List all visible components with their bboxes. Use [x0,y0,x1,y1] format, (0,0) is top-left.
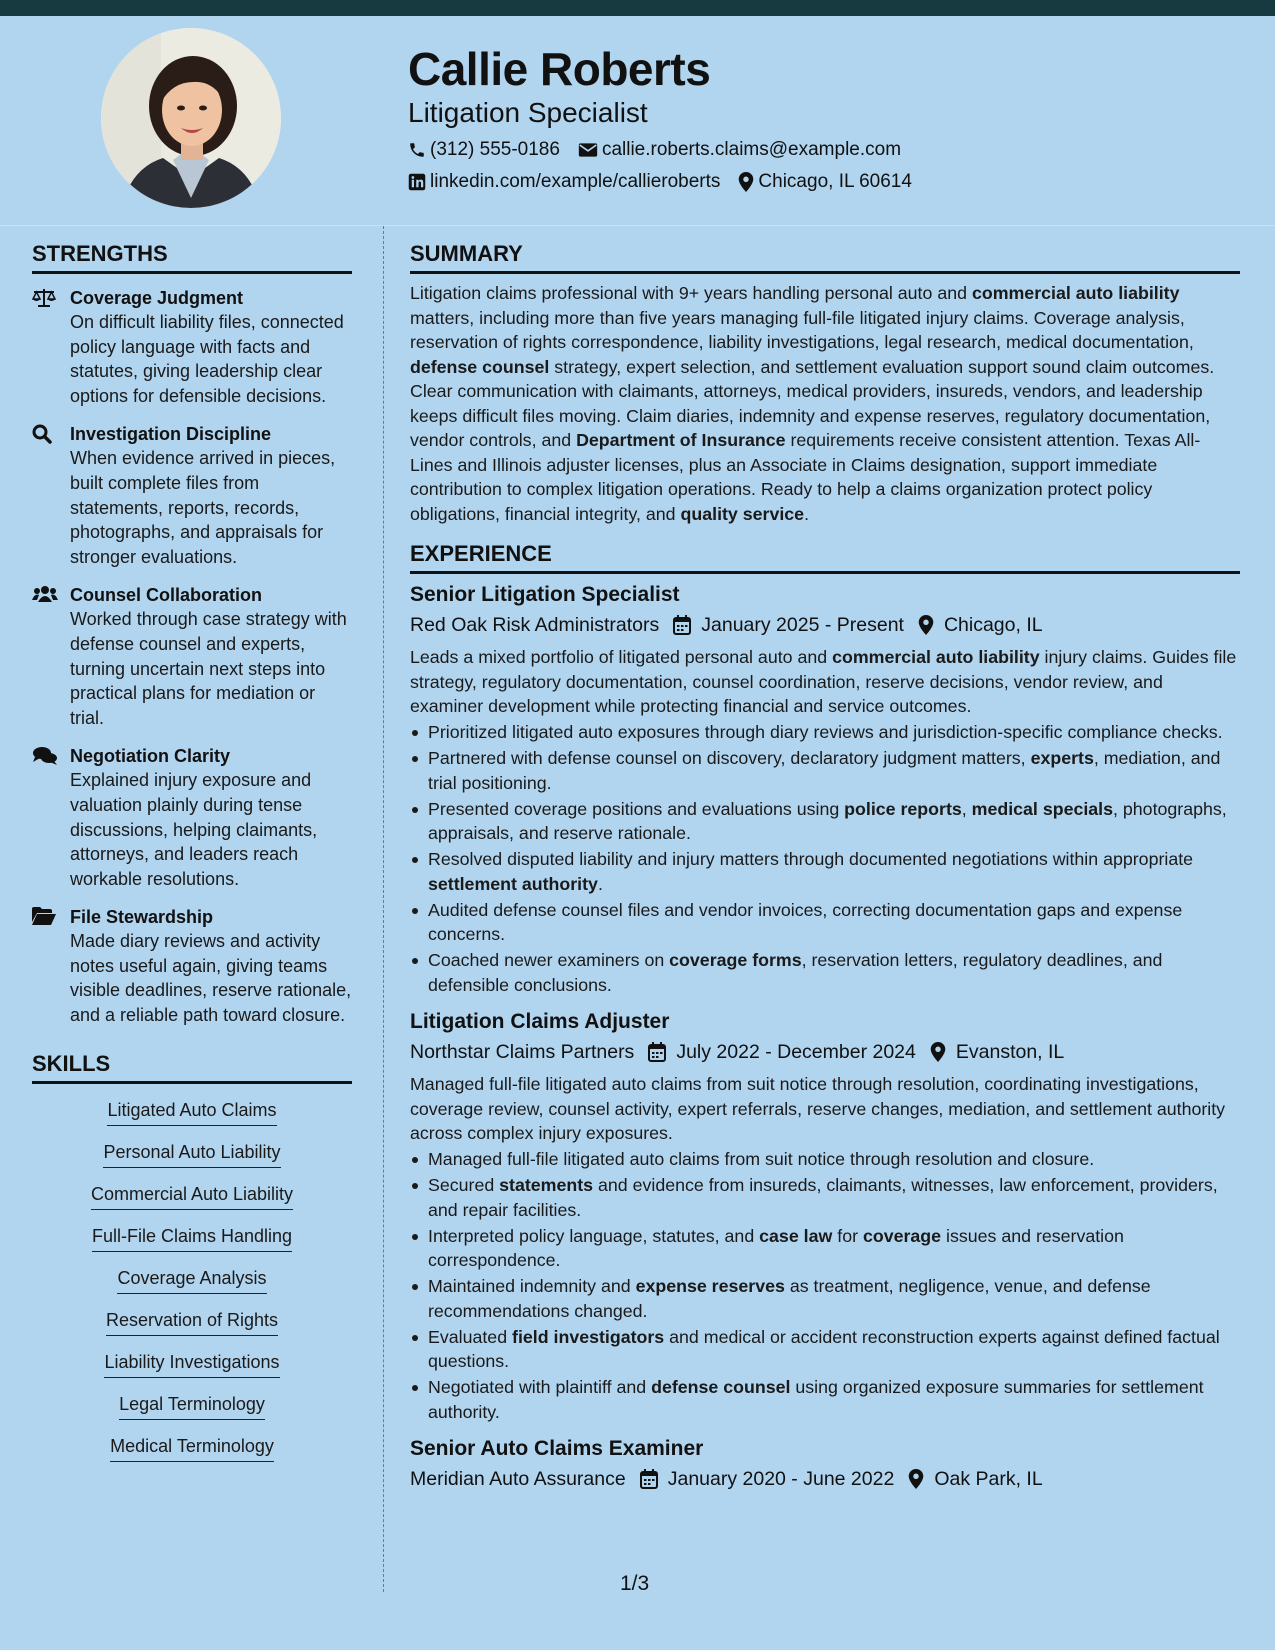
contact-row-1 [408,138,1248,162]
bullet-item [410,948,1240,997]
text-run: Negotiated with plaintiff and [428,1377,652,1397]
bold-text: settlement authority [428,873,598,894]
profile-photo [101,28,281,208]
bullet-item [410,1224,1240,1273]
skill-label: Coverage Analysis [117,1266,266,1294]
text-run: Litigation claims professional with 9+ years handling personal auto and [410,283,972,303]
bullet-item [410,1173,1240,1222]
strength-item [32,905,352,1027]
job-description [410,1072,1240,1146]
skill-item [32,1434,352,1462]
envelope-icon [578,142,598,158]
email-link[interactable]: callie.roberts.claims@example.com [601,139,902,160]
left-column [32,240,352,1476]
bold-text: quality service [680,503,805,524]
bullet-item [410,1325,1240,1374]
skill-label: Full-File Claims Handling [92,1224,292,1252]
job-entry [410,1007,1240,1424]
skill-item [32,1392,352,1420]
text-run: Presented coverage positions and evaluations using [428,798,845,819]
bullet-item [410,797,1240,846]
folder-open-icon [32,907,56,925]
job-meta [410,610,1240,640]
text-run: Evaluated [428,1326,513,1347]
email-item [578,138,901,162]
text-run: strategy, expert selection, and settlement evaluation support sound claim outcomes. Clear communication with claimants, attorneys, medical providers, insureds, vendors, and leadership keeps difficult files moving. Claim diaries, indemnity and expense reserves, regulatory documentation, vendor controls, and [410,356,1215,450]
bold-text: defense counsel [410,356,550,377]
calendar-icon [648,1042,666,1062]
location-pin-icon [908,1469,924,1489]
text-run: Interpreted policy language, statutes, and [428,1225,760,1246]
skill-label: Medical Terminology [110,1434,274,1462]
column-divider [383,226,384,1592]
text-run: using organized exposure summaries for settlement authority. [428,1377,1204,1422]
bold-text: case law [759,1225,833,1246]
text-run: Managed full-file litigated auto claims from suit notice through resolution, coordinating investigations, coverage review, counsel activity, expert referrals, reserve changes, mediation, and settlement authority across complex injury exposures. [410,1074,1226,1143]
strength-text: When evidence arrived in pieces, built complete files from statements, reports, records, photographs, and appraisals for stronger evaluations. [70,448,336,567]
users-icon [32,585,58,603]
job-location: Chicago, IL [943,614,1043,636]
text-run: , photographs, appraisals, and reserve rationale. [428,798,1227,843]
job-meta [410,1464,1240,1494]
linkedin-icon [408,173,426,191]
job-title: Senior Litigation Specialist [410,583,680,606]
header [408,40,1248,194]
location-pin-icon [918,615,934,635]
text-run: Partnered with defense counsel on discovery, declaratory judgment matters, [428,748,1031,768]
text-run: Maintained indemnity and [428,1276,636,1296]
text-run: , [961,798,972,819]
strength-text: On difficult liability files, connected policy language with facts and statutes, giving leadership clear options for defensible decisions. [70,312,344,406]
skill-label: Reservation of Rights [106,1308,278,1336]
job-company: Meridian Auto Assurance [410,1468,626,1490]
location-text: Chicago, IL 60614 [758,171,912,192]
job-description [410,645,1240,719]
skills-heading: SKILLS [32,1050,352,1084]
job-meta [410,1037,1240,1067]
strength-item [32,286,352,408]
strength-text: Worked through case strategy with defense counsel and experts, turning uncertain next steps into practical plans for mediation or trial. [70,609,347,728]
text-run: Leads a mixed portfolio of litigated personal auto and [410,647,833,667]
candidate-name: Callie Roberts [408,43,711,95]
top-bar [0,0,1275,16]
candidate-title: Litigation Specialist [408,97,648,128]
text-run: requirements receive consistent attention. Texas All-Lines and Illinois adjuster licenses, plus an Associate in Claims designation, support immediate contribution to complex litigation operations. Ready to help a claims organization protect policy obligations, financial integrity, and [410,430,1201,524]
strength-text: Explained injury exposure and valuation plainly during tense discussions, helping claimants, attorneys, and leaders reach workable resolutions. [70,770,318,889]
bullet-item [410,1147,1240,1172]
job-title: Litigation Claims Adjuster [410,1010,670,1033]
strength-item [32,422,352,569]
text-run: matters, including more than five years managing full-file litigated injury claims. Coverage analysis, reservation of rights correspondence, liability investigations, legal research, medical documentation, [410,307,1194,352]
text-run: Resolved disputed liability and injury matters through documented negotiations within appropriate [428,849,1194,869]
bullet-item [410,1375,1240,1424]
strengths-list [32,286,352,1028]
job-title: Senior Auto Claims Examiner [410,1437,704,1460]
text-run: issues and reservation correspondence. [428,1225,1124,1270]
skill-item [32,1308,352,1336]
text-run: Secured [428,1175,500,1195]
text-run: . [597,873,603,894]
job-location: Evanston, IL [955,1041,1065,1063]
contact-row-2 [408,170,1248,194]
bullet-item [410,720,1240,745]
strength-text: Made diary reviews and activity notes useful again, giving teams visible deadlines, reserve rationale, and a reliable path toward closure. [70,931,352,1026]
skill-label: Personal Auto Liability [103,1140,280,1168]
strength-item [32,583,352,730]
bold-text: police reports [844,798,962,819]
bold-text: expense reserves [635,1276,785,1296]
text-run: . [804,503,810,524]
text-run: Prioritized litigated auto exposures through diary reviews and jurisdiction-specific compliance checks. [428,722,1223,742]
job-company: Red Oak Risk Administrators [410,614,660,636]
job-bullets [410,1147,1240,1424]
linkedin-link[interactable]: linkedin.com/example/callieroberts [430,171,721,192]
job-entry [410,580,1240,997]
location-pin-icon [738,172,754,192]
bold-text: coverage [862,1225,942,1246]
strength-title: Counsel Collaboration [70,585,263,606]
strengths-heading: STRENGTHS [32,240,352,274]
phone-icon [408,141,426,159]
comments-icon [32,746,58,766]
bullet-item [410,898,1240,947]
text-run: , mediation, and trial positioning. [428,748,1221,793]
bold-text: commercial auto liability [971,283,1180,303]
right-column [410,240,1240,1499]
bullet-item [410,746,1240,795]
strength-title: Investigation Discipline [70,424,272,445]
strength-title: Negotiation Clarity [70,746,231,767]
strength-item [32,744,352,891]
text-run: Managed full-file litigated auto claims from suit notice through resolution and closure. [428,1149,1095,1169]
page-number: 1/3 [620,1572,650,1595]
location-pin-icon [930,1042,946,1062]
bold-text: Department of Insurance [576,430,786,450]
skill-label: Litigated Auto Claims [107,1098,276,1126]
job-company: Northstar Claims Partners [410,1041,635,1063]
text-run: injury claims. Guides file strategy, regulatory documentation, counsel coordination, reserve decisions, vendor review, and examiner development while protecting financial and service outcomes. [410,647,1237,716]
text-run: Audited defense counsel files and vendor invoices, correcting documentation gaps and expense concerns. [428,899,1183,944]
bold-text: commercial auto liability [832,647,1040,667]
text-run: Coached newer examiners on [428,950,670,970]
summary-paragraph [410,281,1240,526]
skill-item [32,1182,352,1210]
job-dates: January 2025 - Present [701,614,904,636]
skill-label: Legal Terminology [119,1392,265,1420]
skill-label: Commercial Auto Liability [91,1182,293,1210]
search-icon [32,424,52,444]
job-bullets [410,720,1240,997]
bold-text: experts [1030,748,1094,768]
skill-item [32,1098,352,1126]
location-item [738,170,912,194]
text-run: and evidence from insureds, claimants, witnesses, law enforcement, providers, and repair facilities. [428,1175,1218,1220]
phone-number[interactable]: (312) 555-0186 [430,139,560,160]
bold-text: coverage forms [669,950,802,970]
strength-title: Coverage Judgment [70,288,244,308]
bullet-item [410,847,1240,896]
job-location: Oak Park, IL [934,1468,1043,1490]
strength-title: File Stewardship [70,907,214,928]
text-run: as treatment, negligence, venue, and defense recommendations changed. [428,1276,1151,1321]
job-dates: January 2020 - June 2022 [667,1468,895,1490]
bold-text: medical specials [971,798,1114,819]
bullet-item [410,1274,1240,1323]
skill-label: Liability Investigations [104,1350,279,1378]
summary-heading: SUMMARY [410,240,1240,274]
bold-text: defense counsel [651,1377,791,1397]
job-dates: July 2022 - December 2024 [676,1041,916,1063]
calendar-icon [673,615,691,635]
linkedin-item [408,170,720,194]
experience-heading: EXPERIENCE [410,540,1240,574]
text-run: , reservation letters, regulatory deadlines, and defensible conclusions. [428,950,1163,995]
bold-text: statements [499,1175,594,1195]
phone-item [408,138,560,162]
skill-item [32,1266,352,1294]
text-run: for [832,1225,863,1246]
calendar-icon [640,1469,658,1489]
skill-item [32,1350,352,1378]
text-run: and medical or accident reconstruction experts against defined factual questions. [428,1326,1220,1371]
scale-icon [32,288,56,308]
job-entry [410,1434,1240,1494]
skill-item [32,1140,352,1168]
bold-text: field investigators [512,1326,665,1347]
header-divider [0,225,1275,226]
skill-item [32,1224,352,1252]
skills-list [32,1098,352,1462]
